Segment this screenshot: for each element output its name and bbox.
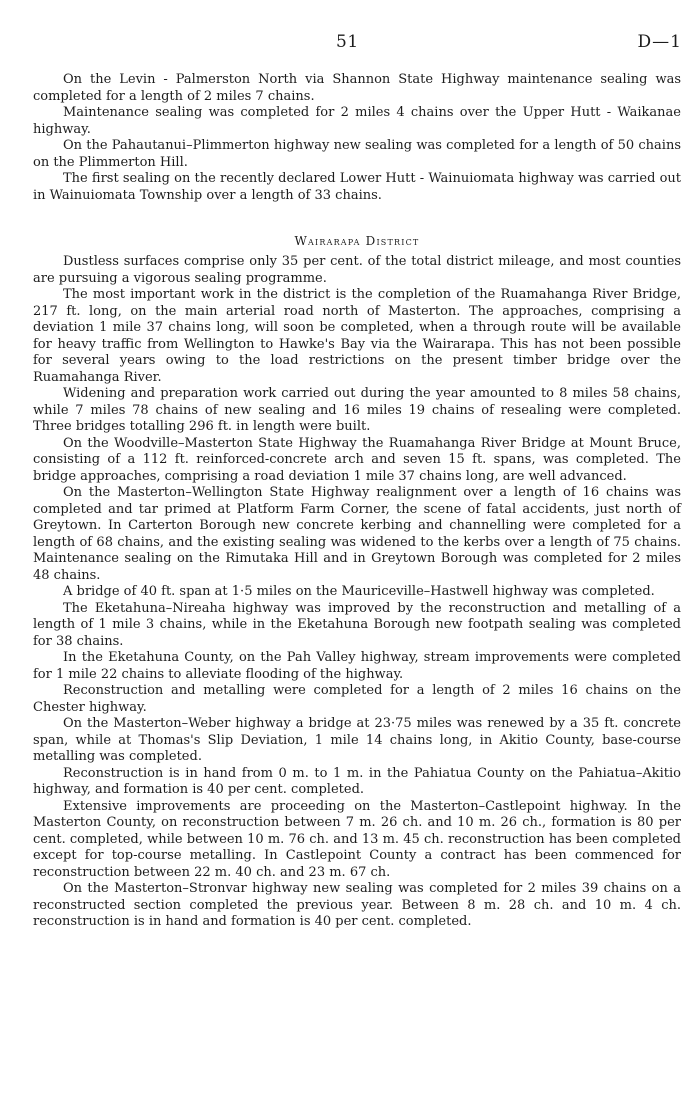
paragraph: The most important work in the district is the completion of the Ruamahanga River Bridge, 217 ft. long, on the main arterial road north of Masterton. The approaches, comprising a deviation 1 mile 37 chains long, will soon be completed, when a through route will be available for heavy traffic from Wellington to Hawke's Bay via the Wairarapa. This has not been possible for several years owing to the load restrictions on the present timber bridge over the Ruamahanga River. [33,287,681,385]
paragraph: Widening and preparation work carried out during the year amounted to 8 miles 58 chains, while 7 miles 78 chains of new sealing and 16 miles 19 chains of resealing were completed. Three bridges totalling 296 ft. in length were built. [33,386,681,434]
paragraph: On the Masterton–Wellington State Highway realignment over a length of 16 chains was completed and tar primed at Platform Farm Corner, the scene of fatal accidents, just north of Greytown. In Carterton Borough new concrete kerbing and channelling were completed for a length of 68 chains, and the existing sealing was widened to the kerbs over a length of 75 chains. Maintenance sealing on the Rimutaka Hill and in Greytown Borough was completed for 2 miles 48 chains. [33,485,681,583]
section-heading: Wairarapa District [294,234,420,248]
paragraph: A bridge of 40 ft. span at 1·5 miles on the Mauriceville–Hastwell highway was completed. [63,584,655,599]
paragraph: On the Woodville–Masterton State Highway the Ruamahanga River Bridge at Mount Bruce, consisting of a 112 ft. reinforced-concrete arch and seven 15 ft. spans, was completed. The bridge approaches, comprising a road deviation 1 mile 37 chains long, are well advanced. [33,435,681,484]
page-number: 51 [336,32,359,52]
document-reference: D—1 [637,32,682,52]
paragraph: Reconstruction is in hand from 0 m. to 1 m. in the Pahiatua County on the Pahiatua–Akitio highway, and formation is 40 per cent. completed. [33,765,681,797]
paragraph: On the Masterton–Weber highway a bridge at 23·75 miles was renewed by a 35 ft. concrete span, while at Thomas's Slip Deviation, 1 mile 14 chains long, in Akitio County, base-course metalling was completed. [33,716,681,764]
paragraph: The Eketahuna–Nireaha highway was improved by the reconstruction and metalling of a length of 1 mile 3 chains, while in the Eketahuna Borough new footpath sealing was completed for 38 chains. [33,600,681,649]
paragraph: On the Pahautanui–Plimmerton highway new sealing was completed for a length of 50 chains on the Plimmerton Hill. [33,138,681,170]
paragraph: In the Eketahuna County, on the Pah Valley highway, stream improvements were completed for 1 mile 22 chains to alleviate flooding of the highway. [33,650,681,682]
paragraph: Extensive improvements are proceeding on the Masterton–Castlepoint highway. In the Masterton County, on reconstruction between 7 m. 26 ch. and 10 m. 26 ch., formation is 80 per cent. completed, while between 10 m. 76 ch. and 13 m. 45 ch. reconstruction has been completed except for top-course metalling. In Castlepoint County a contract has been commenced for reconstruction between 22 m. 40 ch. and 23 m. 67 ch. [33,798,681,880]
paragraph: Dustless surfaces comprise only 35 per cent. of the total district mileage, and most counties are pursuing a vigorous sealing programme. [33,254,681,286]
paragraph: Reconstruction and metalling were completed for a length of 2 miles 16 chains on the Chester highway. [33,683,681,715]
body-text [33,72,681,931]
paragraph: The first sealing on the recently declared Lower Hutt - Wainuiomata highway was carried out in Wainuiomata Township over a length of 33 chains. [33,171,681,203]
paragraph: On the Masterton–Stronvar highway new sealing was completed for 2 miles 39 chains on a reconstructed section completed the previous year. Between 8 m. 28 ch. and 10 m. 4 ch. reconstruction is in hand and formation is 40 per cent. completed. [33,881,681,929]
paragraph: Maintenance sealing was completed for 2 miles 4 chains over the Upper Hutt - Waikanae highway. [33,105,681,137]
paragraph: On the Levin - Palmerston North via Shannon State Highway maintenance sealing was completed for a length of 2 miles 7 chains. [33,72,681,104]
